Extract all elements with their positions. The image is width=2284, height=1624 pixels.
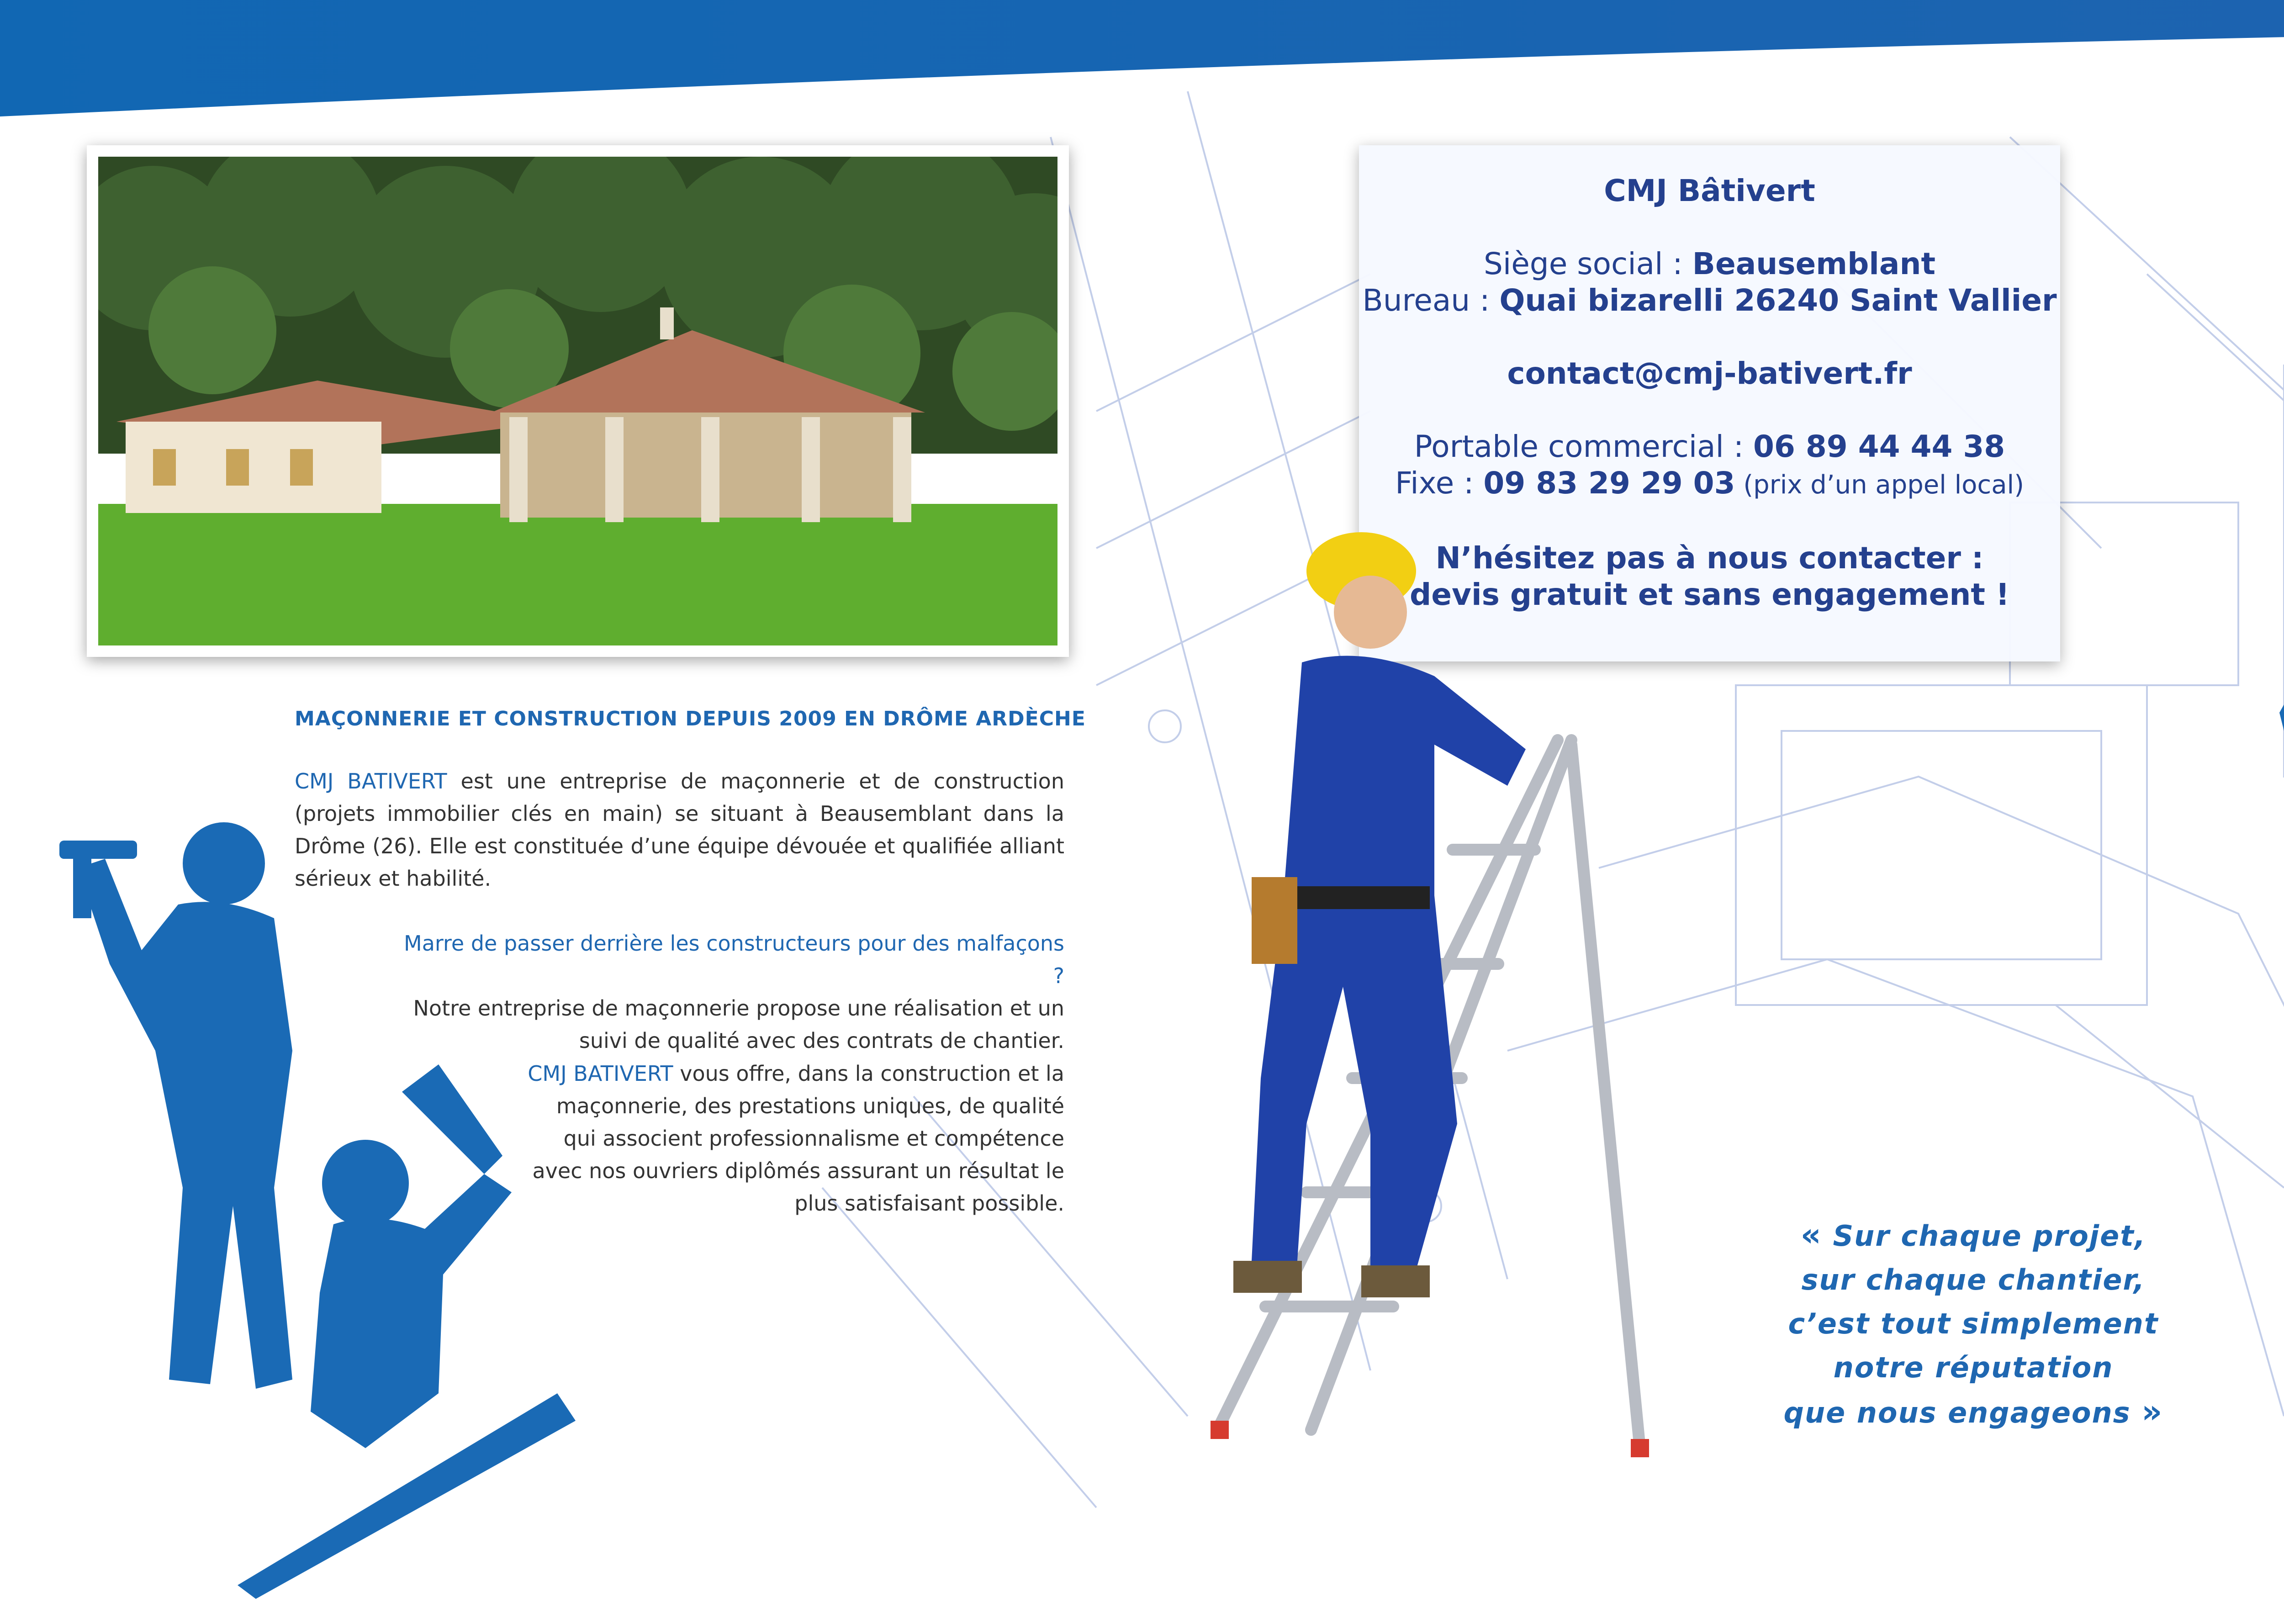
head-office: Siège social : Beausemblant (1483, 246, 1936, 281)
close-quote-icon: » (2141, 1393, 2163, 1430)
section-title: MAÇONNERIE ET CONSTRUCTION DEPUIS 2009 EN DRÔME ARDÈCHE (295, 707, 1086, 730)
slogan-line-1: « Sur chaque projet, (1800, 1216, 2147, 1254)
slogan-line-5: que nous engageons » (1783, 1393, 2163, 1430)
slogan-line-4: notre réputation (1833, 1351, 2114, 1384)
house-photo (98, 157, 1057, 645)
about-paragraph-3: CMJ BATIVERT vous offre, dans la construction et la maçonnerie, des prestations uniques, de qualité qui associent professionnalisme et compétence avec nos ouvriers diplômés assurant un résultat le plus satisfaisant possible. (528, 1061, 1064, 1216)
house-photo-frame (87, 145, 1069, 657)
open-quote-icon: « (1800, 1216, 1822, 1254)
cta-line-1: N’hésitez pas à nous contacter : (1435, 540, 1984, 576)
ladder-worker-illustration (1179, 530, 1672, 1498)
landline-phone[interactable]: Fixe : 09 83 29 29 03 (prix d’un appel local) (1395, 466, 2024, 501)
office-address: Bureau : Quai bizarelli 26240 Saint Vallier (1362, 283, 2057, 318)
about-paragraph-1: CMJ BATIVERT est une entreprise de maçonnerie et de construction (projets immobilier clés en main) se situant à Beausemblant dans la Drôme (26). Elle est constituée d’une équipe dévouée et qualifiée alliant sérieux et habilité. (295, 769, 1064, 891)
worker-plank-silhouette-icon (228, 1037, 585, 1599)
slogan (1681, 1213, 2266, 1435)
mobile-phone[interactable]: Portable commercial : 06 89 44 44 38 (1414, 429, 2005, 464)
cta-line-2: devis gratuit et sans engagement ! (1410, 577, 2009, 612)
company-name: CMJ Bâtivert (1604, 173, 1815, 208)
worker-pointing-silhouette-icon (2266, 439, 2284, 1590)
slogan-line-2: sur chaque chantier, (1801, 1263, 2146, 1296)
email-link[interactable]: contact@cmj-bativert.fr (1507, 356, 1912, 391)
about-paragraph-2: Marre de passer derrière les constructeurs pour des malfaçons ? Notre entreprise de maçonnerie propose une réalisation et un suivi de qualité avec des contrats de chantier. (404, 931, 1064, 1053)
slogan-line-3: c’est tout simplement (1788, 1307, 2159, 1340)
